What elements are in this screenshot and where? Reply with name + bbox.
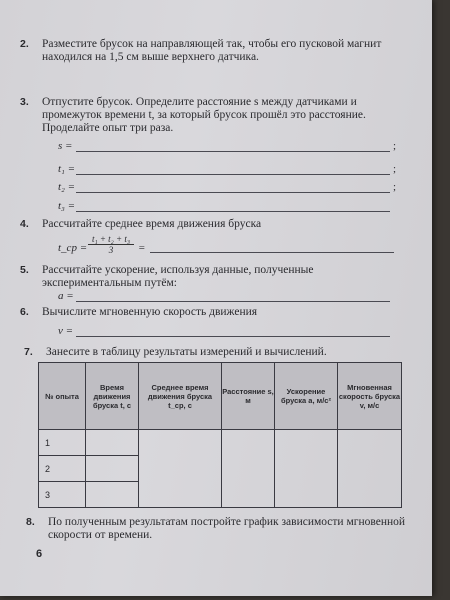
answer-line: [76, 151, 390, 152]
field-label: t₂ =: [58, 181, 76, 193]
page-number: 6: [36, 548, 43, 560]
task-3: [20, 96, 400, 135]
task-text: Вычислите мгновенную скорость движения: [42, 306, 258, 318]
field-label: s =: [58, 140, 73, 152]
row-number: 2: [39, 456, 86, 482]
task-text: Разместите брусок на направляющей так, чтобы его пусковой магнит находился на 1,5 см выше верхнего датчика.: [42, 38, 382, 63]
header-cell: Расстояние s, м: [222, 363, 275, 430]
answer-line: [76, 192, 390, 193]
field-semicolon: ;: [392, 163, 396, 175]
table-cell[interactable]: [275, 430, 338, 508]
formula-numerator: t₁ + t₂ + t₃: [88, 234, 134, 245]
task-4: [20, 218, 400, 231]
task-text: Рассчитайте среднее время движения бруска: [42, 218, 262, 230]
field-t2[interactable]: [58, 181, 398, 195]
task-text: Рассчитайте ускорение, используя данные, полученные экспериментальным путём:: [42, 264, 314, 289]
answer-line: [76, 211, 390, 212]
field-label: t₁ =: [58, 163, 76, 175]
table-cell[interactable]: [86, 456, 139, 482]
header-cell: Время движения бруска t, с: [86, 363, 139, 430]
task-5: [20, 264, 400, 290]
field-a[interactable]: [58, 290, 398, 304]
table-cell[interactable]: [86, 482, 139, 508]
table-row: [39, 430, 402, 456]
header-cell: Среднее время движения бруска t_ср, с: [139, 363, 222, 430]
row-number: 1: [39, 430, 86, 456]
task-number: 3.: [20, 96, 29, 108]
field-label: t₃ =: [58, 200, 76, 212]
task-2: [20, 38, 400, 64]
task-number: 8.: [26, 516, 35, 528]
formula-equals: =: [138, 242, 146, 254]
task-number: 2.: [20, 38, 29, 50]
header-cell: Ускорение бруска a, м/с²: [275, 363, 338, 430]
header-cell: № опыта: [39, 363, 86, 430]
table-cell[interactable]: [86, 430, 139, 456]
task-6: [20, 306, 400, 319]
task-number: 7.: [24, 346, 33, 358]
field-s[interactable]: [58, 140, 398, 154]
field-semicolon: ;: [392, 181, 396, 193]
results-table: [38, 362, 402, 508]
answer-line: [76, 301, 390, 302]
table-cell[interactable]: [222, 430, 275, 508]
field-label: v =: [58, 325, 74, 337]
formula-denominator: 3: [108, 245, 114, 255]
task-text: Занесите в таблицу результаты измерений и вычислений.: [46, 346, 327, 358]
task-number: 4.: [20, 218, 29, 230]
table-cell[interactable]: [338, 430, 402, 508]
task-text: По полученным результатам постройте график зависимости мгновенной скорости от времени.: [48, 516, 406, 541]
header-cell: Мгновенная скорость бруска v, м/с: [338, 363, 402, 430]
formula-lhs: t_ср =: [58, 242, 88, 254]
row-number: 3: [39, 482, 86, 508]
field-v[interactable]: [58, 325, 398, 339]
field-label: a =: [58, 290, 74, 302]
task-8: [26, 516, 406, 542]
table-header-row: [39, 363, 402, 430]
field-t3[interactable]: [58, 200, 398, 214]
table-cell[interactable]: [139, 430, 222, 508]
task-number: 5.: [20, 264, 29, 276]
field-semicolon: ;: [392, 140, 396, 152]
answer-line: [76, 336, 390, 337]
formula-fraction: [88, 234, 134, 255]
task-text: Отпустите брусок. Определите расстояние s между датчиками и промежуток времени t, за который брусок прошёл это расстояние. Проделайте опыт три раза.: [42, 96, 366, 134]
answer-line[interactable]: [150, 252, 394, 253]
task-7: [24, 346, 404, 359]
answer-line: [76, 174, 390, 175]
field-t1[interactable]: [58, 163, 398, 177]
task-number: 6.: [20, 306, 29, 318]
